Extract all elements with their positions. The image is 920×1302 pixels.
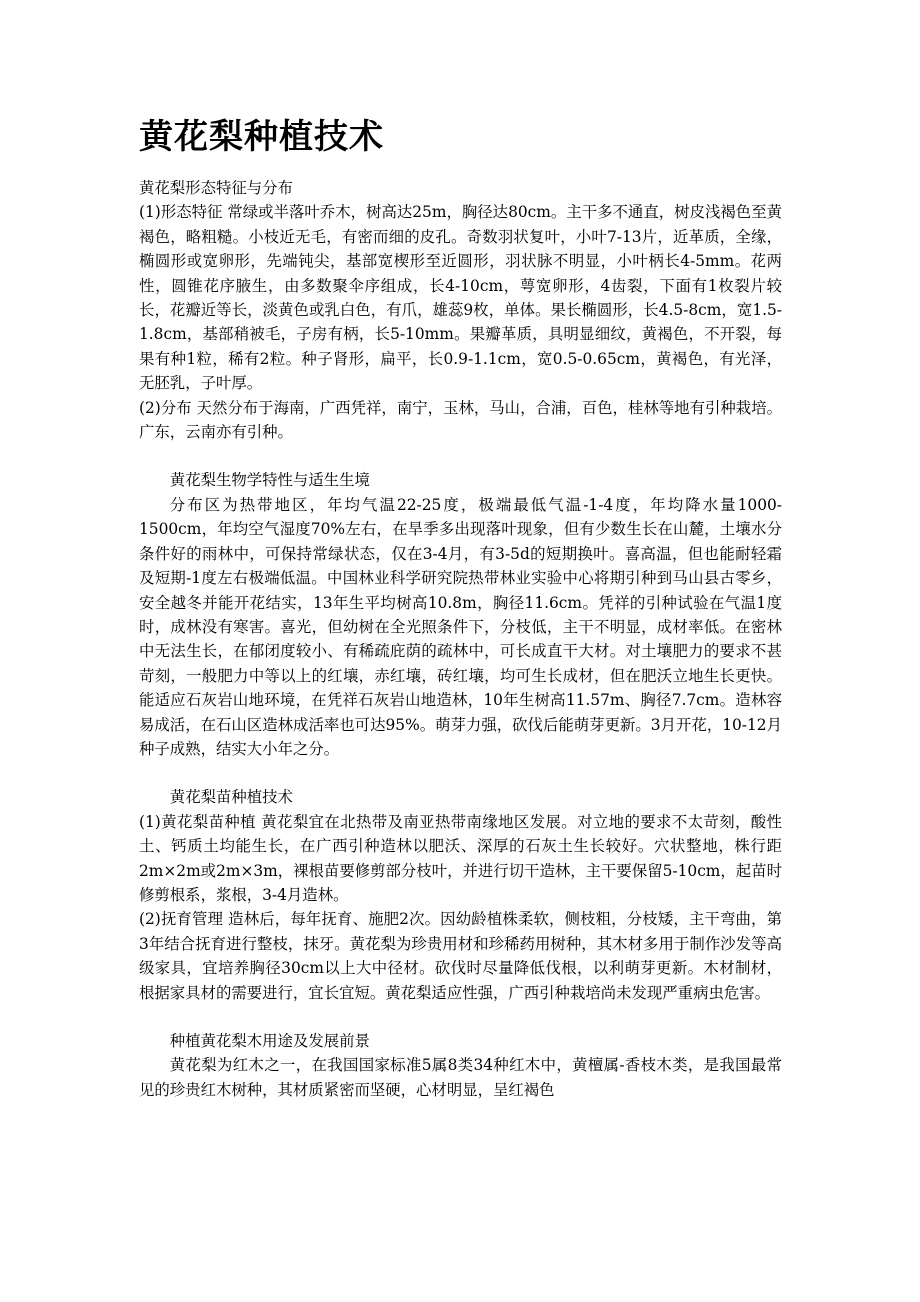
paragraph-tending-management: (2)抚育管理 造林后，每年抚育、施肥2次。因幼龄植株柔软，侧枝粗，分枝矮，主干弯曲，第3年结合抚育进行整枝，抹牙。黄花梨为珍贵用材和珍稀药用树种，其木材多用于制作沙发等高级家具，宜培养胸径30cm以上大中径材。砍伐时尽量降低伐根，以利萌芽更新。木材制材，根据家具材的需要进行，宜长宜短。黄花梨适应性强，广西引种栽培尚未发现严重病虫危害。 [139,910,782,1002]
paragraph-biology-habitat: 分布区为热带地区，年均气温22-25度，极端最低气温-1-4度，年均降水量1000-1500cm，年均空气湿度70%左右，在旱季多出现落叶现象，但有少数生长在山麓，土壤水分条件好的雨林中，可保持常绿状态，仅在3-4月，有3-5d的短期换叶。喜高温，但也能耐轻霜及短期-1度左右极端低温。中国林业科学研究院热带林业实验中心将期引种到马山县古零乡，安全越冬并能开花结实，13年生平均树高10.8m，胸径11.6cm。凭祥的引种试验在气温1度时，成林没有寒害。喜光，但幼树在全光照条件下，分枝低，主干不明显，成材率低。在密林中无法生长，在郁闭度较小、有稀疏庇荫的疏林中，可长成直干大材。对土壤肥力的要求不甚苛刻，一般肥力中等以上的红壤，赤红壤，砖红壤，均可生长成材，但在肥沃立地生长更快。能适应石灰岩山地环境，在凭祥石灰岩山地造林，10年生树高11.57m、胸径7.7cm。造林容易成活，在石山区造林成活率也可达95%。萌芽力强，砍伐后能萌芽更新。3月开花，10-12月种子成熟，结实大小年之分。 [139,495,782,758]
section-heading: 种植黄花梨木用途及发展前景 [169,1032,370,1050]
section-morphology [139,176,782,444]
paragraph-uses-prospects: 黄花梨为红木之一，在我国国家标准5属8类34种红木中，黄檀属-香枝木类，是我国最常见的珍贵红木树种，其材质紧密而坚硬，心材明显，呈红褐色 [139,1056,782,1099]
section-biology-habitat [139,468,782,761]
section-heading: 黄花梨生物学特性与适生生境 [169,471,370,490]
document-body [139,176,782,1102]
paragraph-seedling-planting: (1)黄花梨苗种植 黄花梨宜在北热带及南亚热带南缘地区发展。对立地的要求不太苛刻，酸性土、钙质土均能生长，在广西引种造林以肥沃、深厚的石灰土生长较好。穴状整地，株行距2m×2m或2m×3m，裸根苗要修剪部分枝叶，并进行切干造林，主干要保留5-10cm，起苗时修剪根系，浆根，3-4月造林。 [139,812,782,904]
section-uses-prospects [139,1029,782,1102]
paragraph-distribution: (2)分布 天然分布于海南，广西凭祥，南宁，玉林，马山，合浦，百色，桂林等地有引种栽培。广东，云南亦有引种。 [139,398,782,442]
paragraph-morphology: (1)形态特征 常绿或半落叶乔木，树高达25m，胸径达80cm。主干多不通直，树皮浅褐色至黄褐色，略粗糙。小枝近无毛，有密而细的皮孔。奇数羽状复叶，小叶7-13片，近革质，全缘，椭圆形或宽卵形，先端钝尖，基部宽楔形至近圆形，羽状脉不明显，小叶柄长4-5mm。花两性，圆锥花序腋生，由多数聚伞序组成，长4-10cm，萼宽卵形，4齿裂，下面有1枚裂片较长，花瓣近等长，淡黄色或乳白色，有爪，雄蕊9枚，单体。果长椭圆形，长4.5-8cm，宽1.5-1.8cm，基部稍被毛，子房有柄，长5-10mm。果瓣革质，具明显细纹，黄褐色，不开裂，每果有种1粒，稀有2粒。种子肾形，扁平，长0.9-1.1cm，宽0.5-0.65cm，黄褐色，有光泽，无胚乳，子叶厚。 [139,203,782,393]
section-seedling-planting [139,785,782,1005]
document-title: 黄花梨种植技术 [139,117,384,157]
section-heading: 黄花梨苗种植技术 [169,788,293,807]
section-heading: 黄花梨形态特征与分布 [139,179,293,197]
